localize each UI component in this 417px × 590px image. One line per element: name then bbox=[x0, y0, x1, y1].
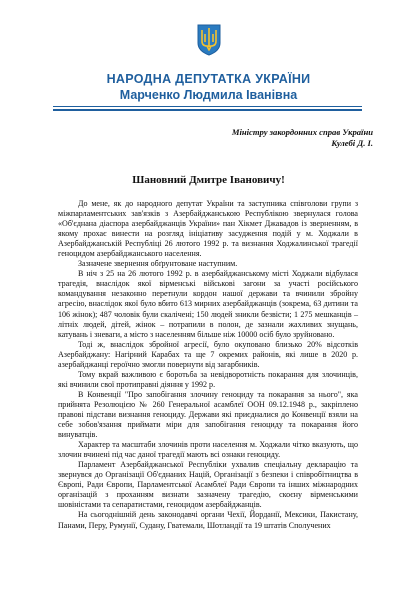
paragraph: Парламент Азербайджанської Республіки ухвалив спеціальну декларацію та звернувся до Організації Об'єднаних Націй, Організації з безпеки і співробітництва в Європі, Ради Європи, Парламентської Асамблеї Ради Європи та інших міжнародних організацій з проханням визнати зазначену трагедію, скоєну вірменськими шовіністами та сепаратистами, геноцидом азербайджанців. bbox=[58, 460, 358, 510]
header-divider-thin bbox=[53, 106, 362, 107]
trident-emblem-icon bbox=[196, 22, 222, 56]
addressee-name: Кулебі Д. І. bbox=[331, 138, 373, 148]
letter-body bbox=[58, 199, 358, 531]
paragraph: В Конвенції "Про запобігання злочину геноциду та покарання за нього", яка прийнята Резолюцією № 260 Генеральної асамблеї ООН 09.12.1948 р., закріплено правові підстави визнання геноциду. Держави які приєдналися до Конвенції взяли на себе зобов'язання приймати міри для запобігання геноциду та покарання його винуватців. bbox=[58, 389, 358, 440]
paragraph: В ніч з 25 на 26 лютого 1992 р. в азербайджанському місті Ходжали відбулася трагедія, внаслідок якої вірменські військові загони за участі російського командування незаконно перетнули кордон нашої держави та вчинили збройну агресію, внаслідок якої було вбито 613 мирних азербайджанців (зокрема, 63 дитини та 106 жінок); 487 чоловік були скалічені; 150 людей зникли безвісти; 1 275 мешканців – літніх людей, дітей, жінок – потрапили в полон, де зазнали жахливих знущань, катувань і зневаги, а місто з населенням більше ніж 10000 осіб було зруйновано. bbox=[58, 269, 358, 339]
deputy-name: Марченко Людмила Іванівна bbox=[119, 88, 298, 102]
paragraph: Зазначене звернення обґрунтоване наступним. bbox=[78, 259, 238, 269]
addressee-position: Міністру закордонних справ України bbox=[231, 127, 373, 137]
header-divider-thick bbox=[53, 109, 362, 111]
paragraph: Характер та масштаби злочинів проти населення м. Ходжали чітко вказують, що злочин вчинені під час даної трагедії мають всі ознаки геноциду. bbox=[58, 440, 358, 460]
paragraph: До мене, як до народного депутат України та заступника співголови групи з міжпарламентських зав'язків з Азербайджанською Республікою звернулася голова «Об'єднана діаспора азербайджанців України» пан Хікмет Джавадов із зверненням, в якому прохає винести на розгляд ініціативу засудження подій у м. Ходжали в Азербайджанській Республіці 26 лютого 1992 р. та визнання Ходжалинської трагедії геноцидом азербайджанського населення. bbox=[58, 199, 358, 259]
salutation: Шановний Дмитре Івановичу! bbox=[132, 174, 285, 186]
paragraph: Тоді ж, внаслідок збройної агресії, було окуповано близько 20% відсотків Азербайджану: Нагірний Карабах та ще 7 окремих районів, які лише в 2020 р. азербайджанці героїчно змогли повернути від загарбників. bbox=[58, 339, 358, 369]
organization-title: НАРОДНА ДЕПУТАТКА УКРАЇНИ bbox=[106, 72, 311, 86]
paragraph: Тому вкрай важливою є боротьба за невідворотність покарання для злочинців, які вчинили свої протиправні діяння у 1992 р. bbox=[58, 369, 358, 389]
paragraph: На сьогоднішній день законодавчі органи Чехії, Йорданії, Мексики, Пакистану, Панами, Перу, Румунії, Судану, Гватемали, Шотландії та 19 штатів Сполучених bbox=[58, 510, 358, 530]
